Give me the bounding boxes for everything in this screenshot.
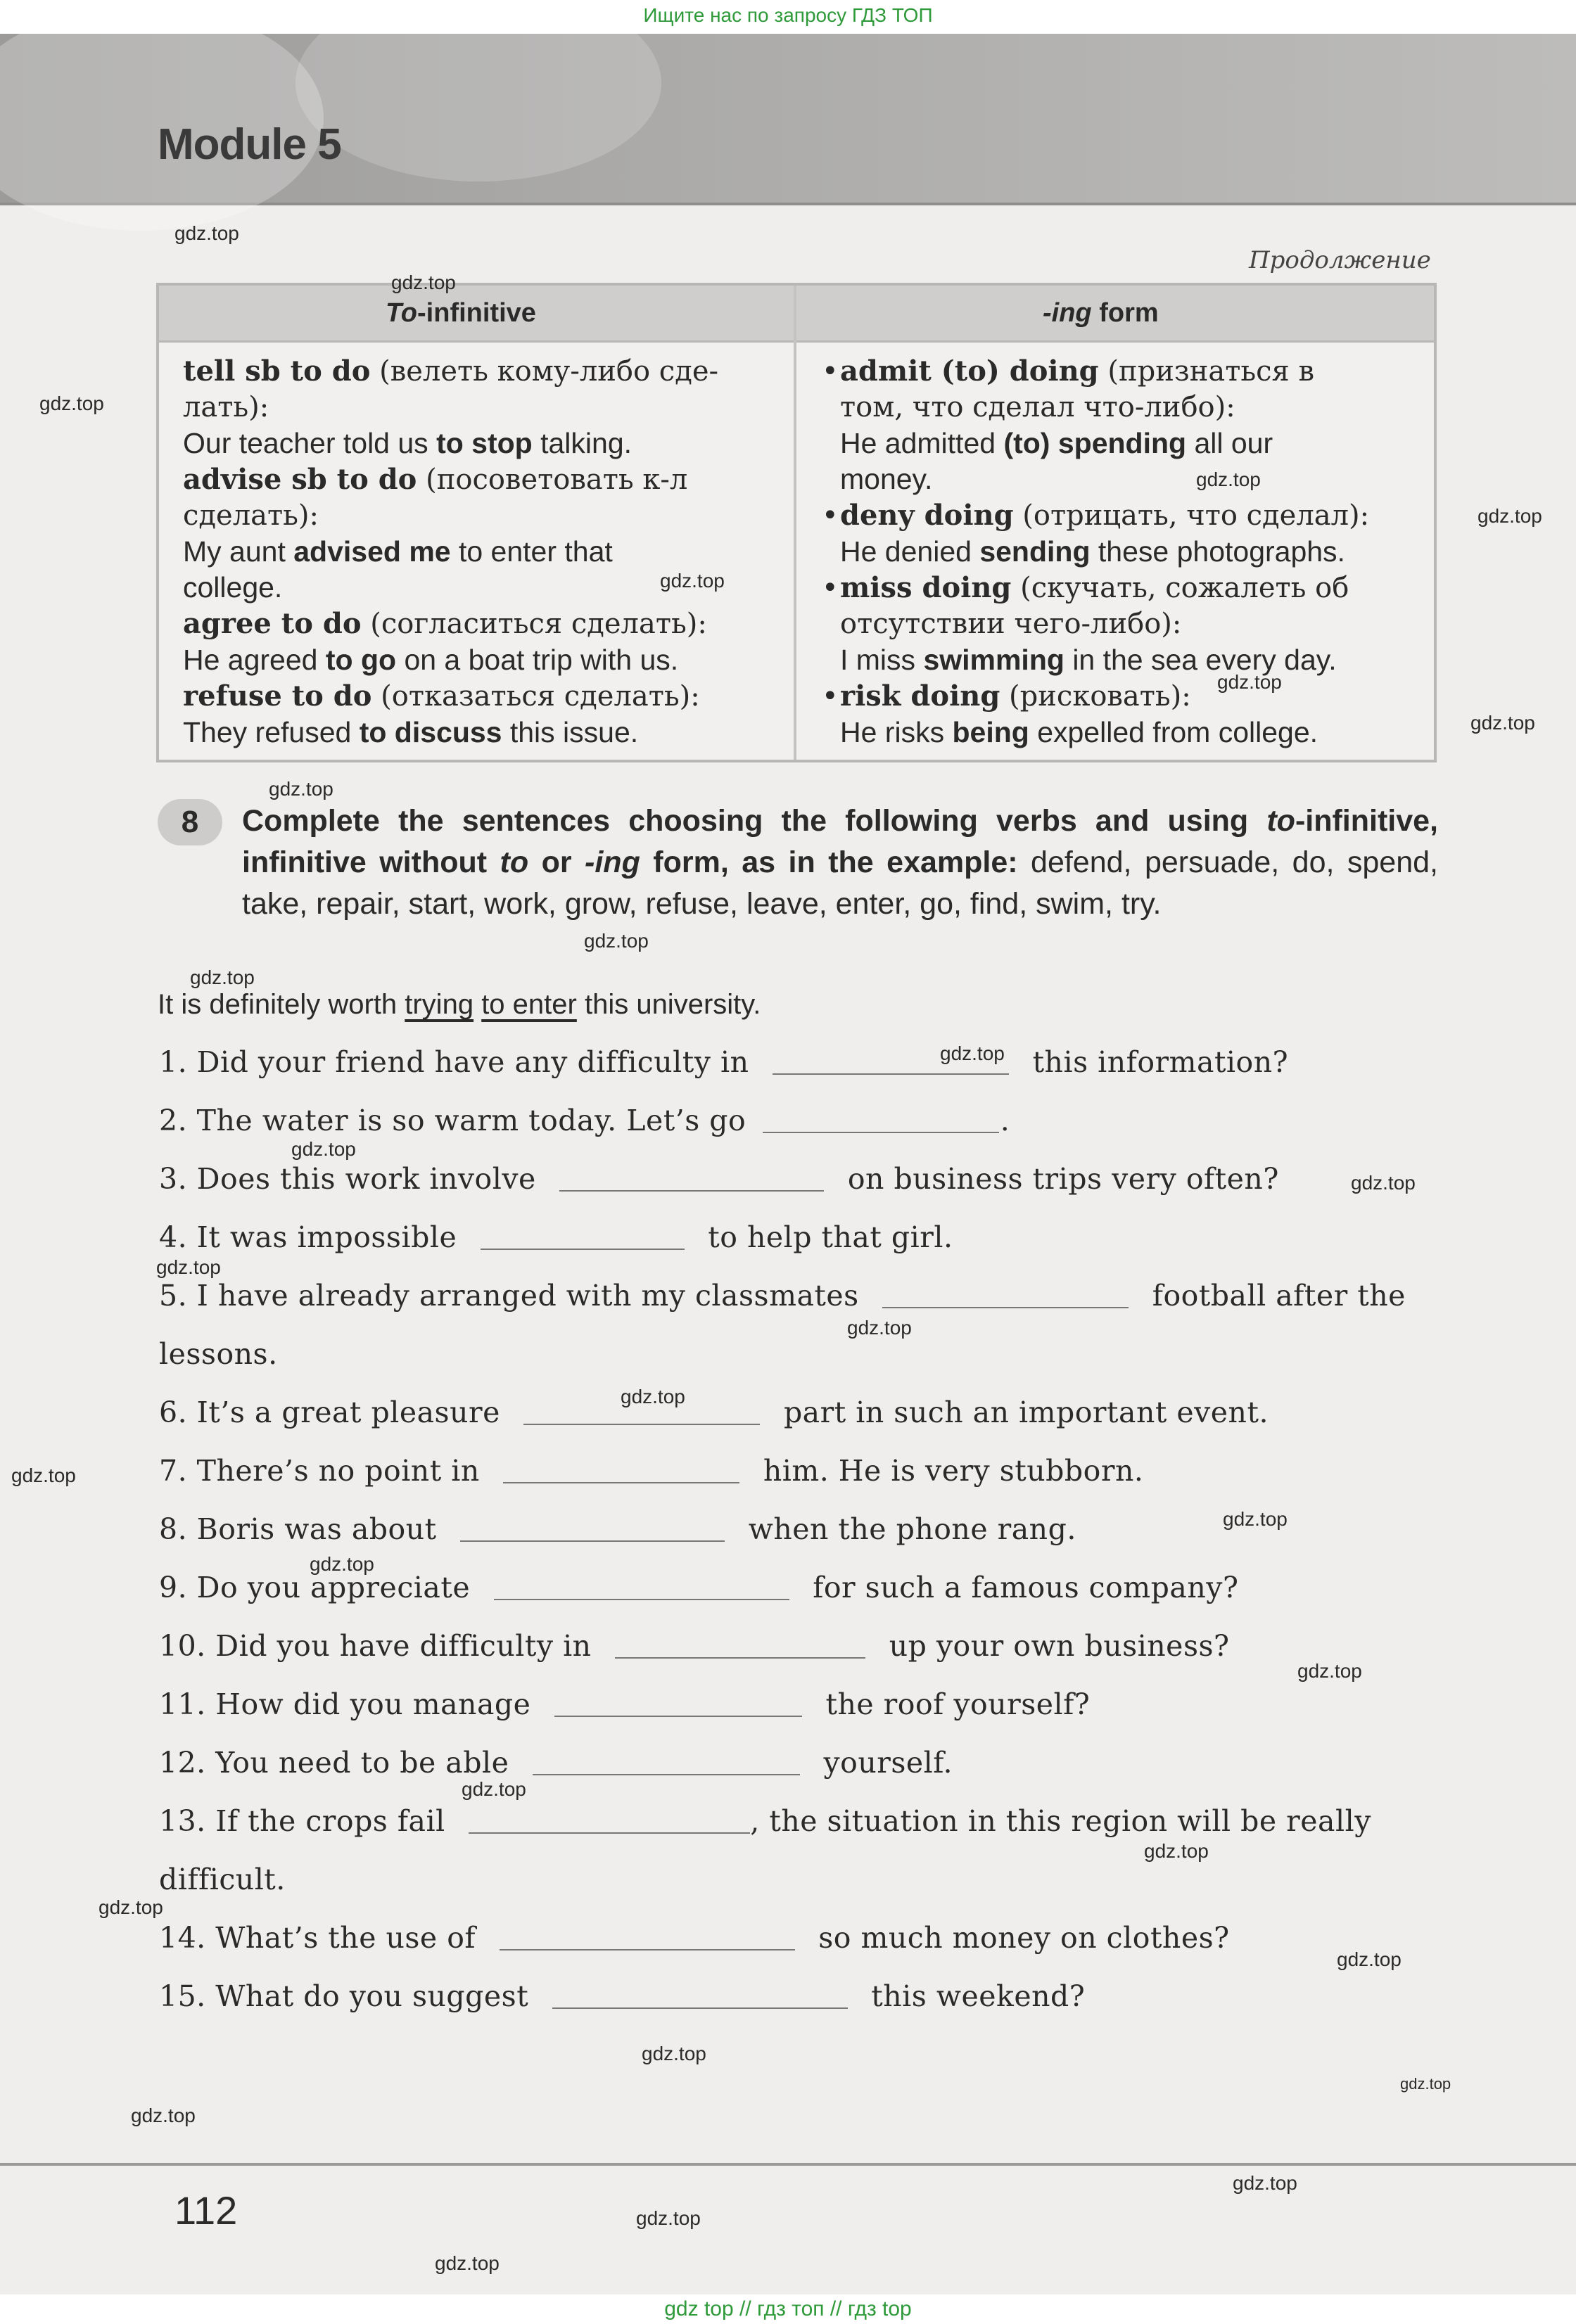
table-example: He agreed to go on a boat trip with us. — [183, 644, 679, 676]
header-to-infinitive: To-infinitive — [386, 298, 536, 328]
sentence-5-continued: lessons. — [159, 1337, 278, 1371]
watermark: gdz.top — [391, 272, 456, 293]
watermark: gdz.top — [1400, 2075, 1451, 2093]
sentence-9: 9. Do you appreciate for such a famous company? — [159, 1571, 1239, 1604]
sentence-14: 14. What’s the use of so much money on clothes? — [159, 1921, 1230, 1955]
table-line: tell sb to do (велеть кому-либо сде- — [183, 355, 719, 388]
sentence-13-continued: difficult. — [159, 1863, 286, 1896]
table-example: money. — [840, 463, 933, 495]
sentence-12: 12. You need to be able yourself. — [159, 1746, 953, 1780]
table-line: advise sb to do (посоветовать к-л — [183, 463, 688, 496]
watermark: gdz.top — [1144, 1840, 1209, 1862]
exercise-instructions: Complete the sentences choosing the following verbs and using to-infinitive, infinitive without to or -ing form, as in the example: defend, persuade, do, spend, take, repair, start, work, grow, refuse, leave, enter, go, find, swim, try. — [242, 804, 1438, 921]
watermark: gdz.top — [1297, 1660, 1362, 1682]
sentence-3: 3. Does this work involve on business trips very often? — [159, 1162, 1279, 1196]
watermark: gdz.top — [1217, 671, 1282, 693]
table-line: •risk doing (рисковать): — [822, 679, 1191, 713]
answer-blank[interactable] — [763, 1111, 999, 1133]
sentence-11: 11. How did you manage the roof yourself? — [159, 1687, 1091, 1721]
sentence-6: 6. It’s a great pleasure part in such an important event. — [159, 1396, 1269, 1429]
table-example: He risks being expelled from college. — [840, 716, 1318, 748]
header-decoration — [0, 6, 324, 231]
watermark: gdz.top — [847, 1317, 912, 1339]
example-answer: to enter — [481, 989, 577, 1020]
table-line: •deny doing (отрицать, что сделал): — [822, 499, 1370, 532]
watermark: gdz.top — [621, 1386, 685, 1407]
answer-blank[interactable] — [500, 1928, 795, 1950]
watermark: gdz.top — [1470, 712, 1535, 734]
table-line: сделать): — [183, 499, 319, 532]
table-header — [159, 286, 1434, 343]
watermark: gdz.top — [462, 1778, 526, 1800]
sentence-10: 10. Did you have difficulty in up your own business? — [159, 1629, 1230, 1663]
answer-blank[interactable] — [552, 1986, 848, 2009]
answer-blank[interactable] — [554, 1694, 802, 1717]
answer-blank[interactable] — [882, 1286, 1129, 1308]
sentence-15: 15. What do you suggest this weekend? — [159, 1979, 1086, 2013]
answer-blank[interactable] — [615, 1636, 865, 1659]
watermark: gdz.top — [1233, 2172, 1297, 2194]
sentence-1: 1. Did your friend have any difficulty in this information? — [159, 1045, 1289, 1079]
watermark: gdz.top — [99, 1896, 163, 1918]
table-line: лать): — [183, 391, 269, 423]
answer-blank[interactable] — [503, 1461, 739, 1483]
sentence-2: 2. The water is so warm today. Let’s go . — [159, 1104, 1010, 1137]
watermark: gdz.top — [11, 1464, 76, 1486]
table-line: отсутствии чего-либо): — [840, 608, 1182, 640]
watermark: gdz.top — [642, 2043, 706, 2064]
page-number: 112 — [174, 2188, 238, 2233]
to-infinitive-column — [183, 353, 718, 751]
table-example: college. — [183, 571, 283, 604]
watermark: gdz.top — [269, 778, 333, 800]
table-example: Our teacher told us to stop talking. — [183, 427, 633, 459]
watermark: gdz.top — [190, 966, 255, 988]
table-example: He denied sending these photographs. — [840, 535, 1345, 568]
watermark: gdz.top — [1223, 1508, 1288, 1530]
table-example: I miss swimming in the sea every day. — [840, 644, 1337, 676]
table-line: •miss doing (скучать, сожалеть об — [822, 571, 1349, 604]
answer-blank[interactable] — [533, 1753, 800, 1775]
table-line: •admit (to) doing (признаться в — [822, 355, 1314, 388]
watermark: gdz.top — [940, 1042, 1005, 1064]
table-example: They refused to discuss this issue. — [183, 716, 639, 748]
footer-rule — [0, 2163, 1576, 2166]
watermark: gdz.top — [660, 570, 725, 592]
sentence-13: 13. If the crops fail , the situation in this region will be really — [159, 1804, 1371, 1838]
bottom-banner: gdz top // гдз топ // гдз top — [0, 2294, 1576, 2324]
example-sentence: It is definitely worth trying to enter this university. — [158, 989, 761, 1020]
table-line: refuse to do (отказаться сделать): — [183, 679, 700, 713]
watermark: gdz.top — [131, 2105, 196, 2126]
watermark: gdz.top — [156, 1256, 221, 1278]
sentence-7: 7. There’s no point in him. He is very stubborn. — [159, 1454, 1144, 1488]
watermark: gdz.top — [636, 2207, 701, 2229]
sentence-5: 5. I have already arranged with my classmates football after the — [159, 1279, 1406, 1313]
answer-blank[interactable] — [494, 1578, 789, 1600]
ing-form-column — [822, 353, 1369, 751]
watermark: gdz.top — [1351, 1172, 1416, 1194]
answer-blank[interactable] — [481, 1227, 685, 1250]
watermark: gdz.top — [1337, 1948, 1402, 1970]
answer-blank[interactable] — [469, 1811, 750, 1834]
watermark: gdz.top — [291, 1138, 356, 1160]
table-line: agree to do (согласиться сделать): — [183, 607, 707, 640]
header-ing-form: -ing form — [1043, 298, 1159, 328]
sentence-8: 8. Boris was about when the phone rang. — [159, 1512, 1076, 1546]
top-banner: Ищите нас по запросу ГДЗ ТОП — [0, 0, 1576, 34]
example-answer: trying — [405, 989, 474, 1020]
table-divider — [794, 286, 796, 760]
watermark: gdz.top — [1196, 468, 1261, 490]
watermark: gdz.top — [39, 392, 104, 414]
table-line: том, что сделал что-либо): — [840, 391, 1235, 423]
sentence-4: 4. It was impossible to help that girl. — [159, 1220, 953, 1254]
watermark: gdz.top — [1478, 505, 1542, 527]
watermark: gdz.top — [435, 2252, 500, 2274]
answer-blank[interactable] — [460, 1519, 725, 1542]
answer-blank[interactable] — [559, 1169, 824, 1192]
header-decoration — [296, 0, 661, 181]
verb-list: defend, persuade, do, spend, take, repair, start, work, grow, refuse, leave, enter, go, find, swim, try. — [242, 845, 1438, 921]
exercise-number: 8 — [158, 799, 222, 845]
module-title: Module 5 — [158, 120, 341, 169]
watermark: gdz.top — [174, 222, 239, 244]
watermark: gdz.top — [584, 930, 649, 952]
table-example: My aunt advised me to enter that — [183, 535, 613, 568]
continuation-label: Продолжение — [1249, 246, 1431, 274]
watermark: gdz.top — [310, 1553, 374, 1575]
table-example: He admitted (to) spending all our — [840, 427, 1273, 459]
